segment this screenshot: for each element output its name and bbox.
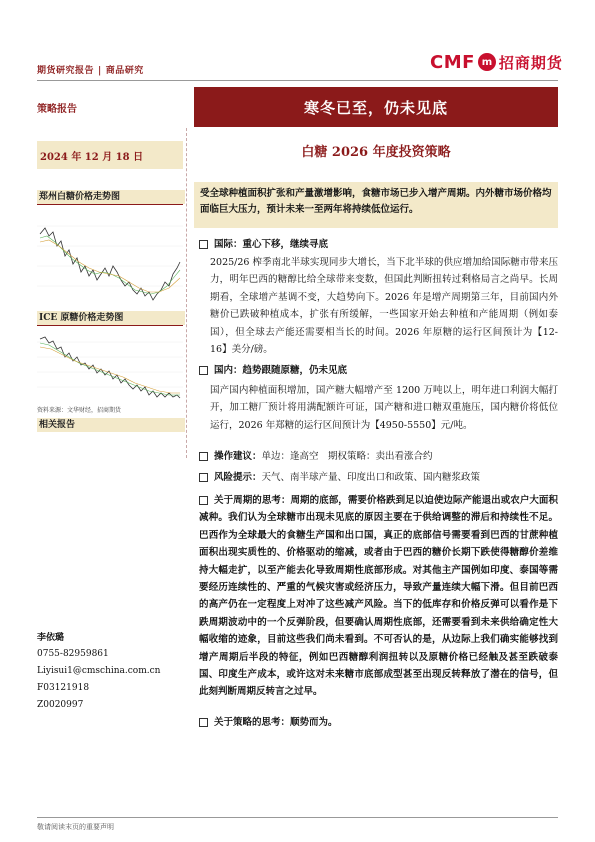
chart1-title: 郑州白糖价格走势图 — [37, 190, 185, 204]
bullet-label: 操作建议： — [214, 451, 262, 462]
report-date: 2024 年 12 月 18 日 — [40, 151, 144, 163]
bullet-text: 单边：逢高空 期权策略：卖出看涨合约 — [261, 451, 433, 462]
footer-disclaimer: 敬请阅读末页的重要声明 — [37, 823, 114, 831]
bullet-domestic — [199, 362, 558, 376]
bullet-square-icon — [199, 240, 208, 249]
column-divider — [186, 128, 187, 458]
report-type: 策略报告 — [37, 104, 77, 115]
header-category: 期货研究报告 — [37, 66, 95, 76]
chart1-title-underline — [37, 204, 183, 205]
logo-cmf-text: CMF — [430, 51, 475, 73]
zhengzhou-sugar-price-chart — [37, 206, 183, 306]
bullet-square-icon — [199, 718, 208, 727]
bullet-label: 国内：趋势跟随原糖，仍未见底 — [214, 365, 348, 376]
bullet-label: 关于周期的思考： — [214, 495, 291, 506]
logo-company-name: 招商期货 — [498, 53, 563, 72]
bullet-label: 关于策略的思考： — [214, 717, 291, 728]
report-title-banner — [194, 87, 558, 127]
paragraph-international: 2025/26 榨季南北半球实现同步大增长，当下北半球的供应增加给国际糖市带来压力，明年巴西的糖醇比给全球带来变数，但国此判断扭转过剩格局言之尚早。长周期看，全球增产基调不变，大趋势向下。2026 年是增产周期第三年，目前国内外糖价已跌破种植成本，扩张有所缓解，一些国家开始去种植和产能周期（例如泰国），但全球去产能还需要相当长的时间。2026 年原糖的运行区间预计为【12-16】美分/磅。 — [210, 257, 558, 356]
report-date-box — [37, 141, 183, 169]
bullet-label: 风险提示： — [214, 472, 262, 483]
bullet-text: 周期的底部，需要价格跌到足以迫使边际产能退出或农户大面积减种。我们认为全球糖市出现未见底的原因主要在于供给调整的滞后和持续性不足。巴西作为全球最大的食糖生产国和出口国，真正的底部信号需要看到巴西的甘蔗种植面积出现实质性的、价格驱动的缩减，或者由于巴西的糖价长期下跌使得糖醇价差维持大幅走扩，以至产能去化导致周期性底部形成。对其他主产国例如印度、泰国等需要经历连续性的、严重的气候灾害或经济压力，导致产量连续大幅下滑。但目前巴西的高产仍在一定程度上对冲了这些减产风险。当下的低库存和价格反弹可以看作是下跌周期波动中的一个反弹阶段，但要确认周期性底部，还需要看到未来供给确定性大幅收缩的迹象，目前这些我们尚未看到。不可否认的是，从边际上我们确实能够找到增产周期后半段的特征，例如巴西糖醇利润扭转以及原糖价格已经触及甚至跌破泰国、印度生产成本，或许这对未来糖市底部成型甚至出现反转释放了潜在的信号，但此刻判断周期反转言之过早。 — [199, 495, 558, 698]
bullet-text: 顺势而为。 — [290, 717, 338, 728]
author-license-z: Z0020997 — [37, 700, 84, 710]
bullet-square-icon — [199, 366, 208, 375]
paragraph-cycle-thinking — [199, 492, 558, 701]
author-email[interactable]: Liyisui1@cmschina.com.cn — [37, 666, 161, 676]
summary-text: 受全球种植面积扩张和产量激增影响，食糖市场已步入增产周期。内外糖市场价格均面临巨大压力，预计未来一至两年将持续低位运行。 — [200, 188, 552, 215]
report-subtitle: 白糖 2026 年度投资策略 — [301, 145, 451, 160]
author-name: 李依璐 — [37, 633, 65, 643]
bullet-square-icon — [199, 452, 208, 461]
bullet-operation-advice — [199, 448, 558, 462]
related-reports-heading: 相关报告 — [37, 418, 185, 432]
author-license-f: F03121918 — [37, 683, 90, 693]
author-phone: 0755-82959861 — [37, 649, 109, 659]
header-breadcrumb — [37, 63, 144, 76]
header-separator: | — [98, 66, 102, 76]
company-logo — [430, 50, 563, 74]
bullet-square-icon — [199, 496, 208, 505]
chart2-title-underline — [37, 325, 183, 326]
bullet-text: 天气、南半球产量、印度出口和政策、国内糖浆政策 — [261, 472, 481, 483]
header-divider — [37, 80, 558, 81]
bullet-risk-warning — [199, 469, 558, 483]
bullet-international — [199, 236, 558, 250]
bullet-label: 国际：重心下移，继续寻底 — [214, 239, 329, 250]
logo-badge-icon: m — [478, 53, 496, 71]
chart-source-note: 资料来源：文华财经，招商期货 — [37, 407, 122, 414]
paragraph-domestic: 国产国内种植面积增加，国产糖大幅增产至 1200 万吨以上，明年进口利润大幅打开，加工糖厂预计将用满配额许可证，国产糖和进口糖双重施压，国内糖价将低位运行，2026 年郑糖的运行区间预计为【4950-5550】元/吨。 — [210, 385, 558, 431]
chart2-title: ICE 原糖价格走势图 — [37, 311, 185, 325]
report-title: 寒冬已至，仍未见底 — [303, 98, 448, 117]
header-subcategory: 商品研究 — [105, 66, 144, 76]
bullet-square-icon — [199, 473, 208, 482]
bullet-strategy-thinking — [199, 714, 558, 728]
footer-divider — [37, 817, 558, 818]
ice-raw-sugar-price-chart — [37, 327, 183, 403]
summary-box — [194, 182, 558, 228]
